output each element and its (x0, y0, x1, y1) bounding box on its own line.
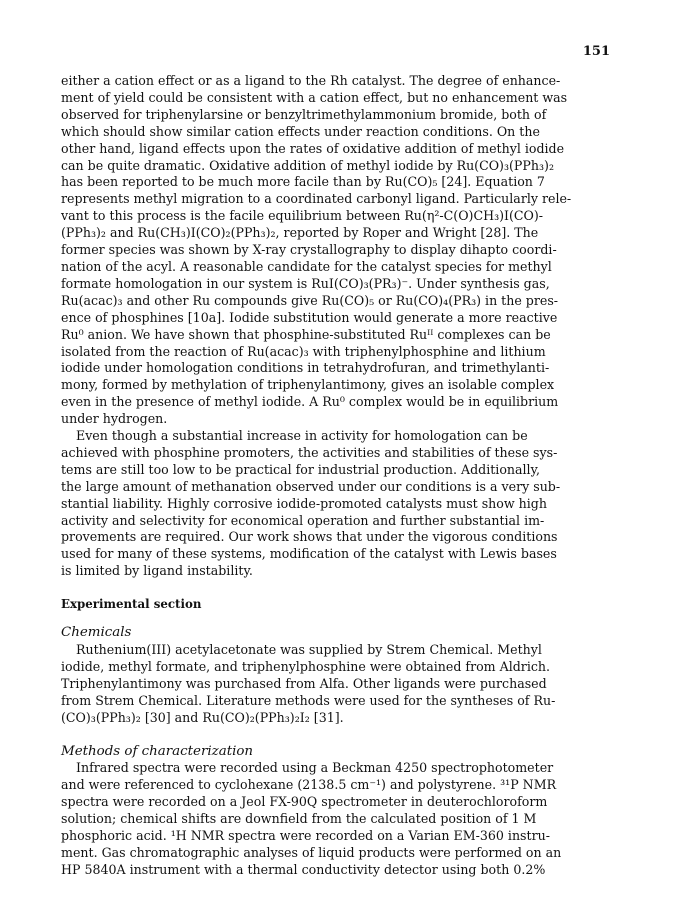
text-line: (CO)₃(PPh₃)₂ [30] and Ru(CO)₂(PPh₃)₂I₂ [31]. (61, 709, 344, 725)
text-line: iodide, methyl formate, and triphenylphosphine were obtained from Aldrich. (61, 658, 551, 674)
text-line: represents methyl migration to a coordinated carbonyl ligand. Particularly rele- (61, 191, 572, 207)
text-line: used for many of these systems, modification of the catalyst with Lewis bases (61, 546, 557, 562)
text-line: phosphoric acid. ¹H NMR spectra were recorded on a Varian EM-360 instru- (61, 828, 550, 844)
paragraph-conclusion (61, 428, 613, 580)
body-text (61, 73, 613, 879)
text-line: under hydrogen. (61, 411, 168, 427)
text-line: Triphenylantimony was purchased from Alfa. Other ligands were purchased (61, 675, 547, 691)
text-line: iodide under homologation conditions in tetrahydrofuran, and trimethylanti- (61, 360, 550, 376)
text-line: formate homologation in our system is RuI(CO)₃(PR₃)⁻. Under synthesis gas, (61, 275, 550, 291)
text-line: (PPh₃)₂ and Ru(CH₃)I(CO)₂(PPh₃)₂, reported by Roper and Wright [28]. The (61, 225, 539, 241)
text-line: ment. Gas chromatographic analyses of liquid products were performed on an (61, 844, 562, 860)
text-line: other hand, ligand effects upon the rates of oxidative addition of methyl iodide (61, 140, 565, 156)
paragraph-methods (61, 760, 613, 878)
text-line: spectra were recorded on a Jeol FX-90Q spectrometer in deuterochloroform (61, 794, 548, 810)
text-line: can be quite dramatic. Oxidative addition of methyl iodide by Ru(CO)₃(PPh₃)₂ (61, 157, 554, 173)
text-line: even in the presence of methyl iodide. A Ru⁰ complex would be in equilibrium (61, 394, 559, 410)
text-line: former species was shown by X-ray crystallography to display dihapto coordi- (61, 242, 557, 258)
text-line: HP 5840A instrument with a thermal conductivity detector using both 0.2% (61, 861, 546, 877)
text-line: observed for triphenylarsine or benzyltrimethylammonium bromide, both of (61, 106, 547, 122)
subsection-heading-methods: Methods of characterization (61, 743, 254, 759)
text-line: achieved with phosphine promoters, the activities and stabilities of these sys- (61, 444, 558, 460)
text-line: which should show similar cation effects under reaction conditions. On the (61, 123, 540, 139)
text-line: ence of phosphines [10a]. Iodide substitution would generate a more reactive (61, 309, 558, 325)
subsection-heading-chemicals: Chemicals (61, 625, 132, 641)
text-line: stantial liability. Highly corrosive iodide-promoted catalysts must show high (61, 495, 547, 511)
text-line: Ru⁰ anion. We have shown that phosphine-substituted Ruᴵᴵ complexes can be (61, 326, 551, 342)
text-line: Ru(acac)₃ and other Ru compounds give Ru(CO)₅ or Ru(CO)₄(PR₃) in the pres- (61, 292, 559, 308)
text-line: is limited by ligand instability. (61, 563, 253, 579)
text-line: Infrared spectra were recorded using a Beckman 4250 spectrophotometer (76, 760, 554, 776)
text-line: isolated from the reaction of Ru(acac)₃ with triphenylphosphine and lithium (61, 343, 546, 359)
text-line: nation of the acyl. A reasonable candidate for the catalyst species for methyl (61, 258, 552, 274)
text-line: Even though a substantial increase in activity for homologation can be (76, 428, 528, 444)
text-line: ment of yield could be consistent with a cation effect, but no enhancement was (61, 89, 568, 105)
paragraph-discussion (61, 73, 613, 428)
text-line: Ruthenium(III) acetylacetonate was supplied by Strem Chemical. Methyl (76, 642, 542, 657)
text-line: and were referenced to cyclohexane (2138.5 cm⁻¹) and polystyrene. ³¹P NMR (61, 777, 557, 793)
section-heading: Experimental section (61, 597, 202, 612)
text-line: provements are required. Our work shows that under the vigorous conditions (61, 529, 558, 545)
text-line: from Strem Chemical. Literature methods were used for the syntheses of Ru- (61, 692, 556, 708)
paragraph-chemicals (61, 642, 613, 727)
page-number: 151 (582, 44, 610, 59)
text-line: has been reported to be much more facile than by Ru(CO)₅ [24]. Equation 7 (61, 174, 545, 190)
text-line: the large amount of methanation observed under our conditions is a very sub- (61, 478, 561, 494)
text-line: activity and selectivity for economical operation and further substantial im- (61, 512, 545, 528)
text-line: solution; chemical shifts are downfield from the calculated position of 1 M (61, 811, 537, 827)
text-line: either a cation effect or as a ligand to the Rh catalyst. The degree of enhance- (61, 73, 561, 88)
text-line: mony, formed by methylation of triphenylantimony, gives an isolable complex (61, 377, 555, 393)
text-line: vant to this process is the facile equilibrium between Ru(η²-C(O)CH₃)I(CO)- (61, 208, 544, 224)
text-line: tems are still too low to be practical for industrial production. Additionally, (61, 461, 541, 477)
